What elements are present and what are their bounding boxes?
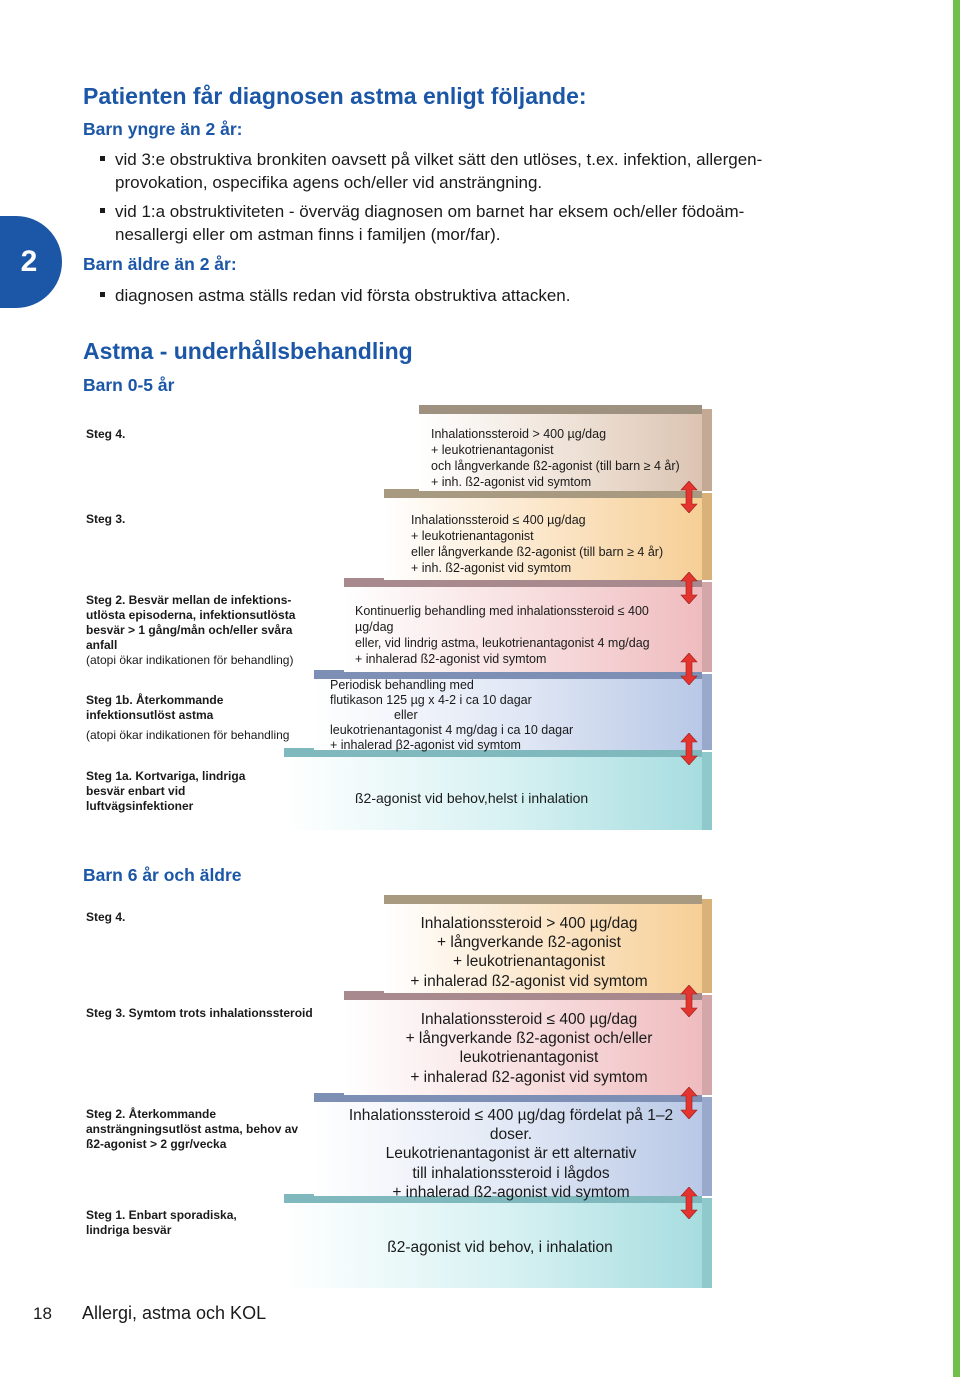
step-label: Steg 4.	[86, 427, 126, 441]
double-arrow-icon	[680, 1187, 698, 1219]
double-arrow-icon	[680, 1087, 698, 1119]
edge-color-bar	[953, 0, 960, 1377]
double-arrow-icon	[680, 733, 698, 765]
step-box-text: ß2-agonist vid behov,helst i inhalation	[355, 790, 589, 806]
step-label: Steg 1. Enbart sporadiska, lindriga besvär	[86, 1208, 237, 1237]
chapter-number: 2	[20, 245, 38, 278]
double-arrow-icon	[680, 653, 698, 685]
step-label: Steg 1a. Kortvariga, lindriga besvär enbart vid luftvägsinfektioner	[86, 769, 246, 813]
step-box-text: ß2-agonist vid behov, i inhalation	[387, 1239, 613, 1256]
footer-title: Allergi, astma och KOL	[82, 1303, 267, 1323]
bullet-item	[100, 284, 820, 307]
step-label: Steg 1b. Återkommande infektionsutlöst astma (atopi ökar indikationen för behandling	[86, 693, 290, 742]
step-label: Steg 2. Återkommande ansträngningsutlöst astma, behov av ß2-agonist > 2 ggr/vecka	[86, 1107, 299, 1151]
step-label: Steg 3.	[86, 512, 126, 526]
step-box-text: Inhalationssteroid ≤ 400 µg/dag + långverkande ß2-agonist och/eller leukotrienantagonist + inhalerad ß2-agonist vid symtom	[405, 1011, 653, 1086]
step-label: Steg 4.	[86, 910, 126, 924]
bullet-icon	[100, 208, 105, 213]
bullet-text: vid 1:a obstruktiviteten - överväg diagnosen om barnet har eksem och/eller födoäm-	[115, 202, 745, 221]
step-label: Steg 3. Symtom trots inhalationssteroid	[86, 1006, 313, 1020]
double-arrow-icon	[680, 481, 698, 513]
step-box-text: Inhalationssteroid ≤ 400 µg/dag fördelat på 1–2 doser. Leukotrienantagonist är ett alternativ till inhalationssteroid i lågdos + inhalerad ß2-agonist vid symtom	[348, 1107, 674, 1201]
page-number: 18	[33, 1304, 52, 1323]
bullet-text: diagnosen astma ställs redan vid första obstruktiva attacken.	[115, 286, 571, 305]
subheading-0-5: Barn 0-5 år	[83, 375, 175, 395]
subheading-over-2: Barn äldre än 2 år:	[83, 254, 237, 274]
bullet-text: nesallergi eller om astman finns i familjen (mor/far).	[115, 225, 501, 244]
bullet-icon	[100, 156, 105, 161]
double-arrow-icon	[680, 985, 698, 1017]
step-box-text: Inhalationssteroid ≤ 400 µg/dag + leukotrienantagonist eller långverkande ß2-agonist (till barn ≥ 4 år) + inh. ß2-agonist vid symtom	[411, 513, 664, 575]
section-title-diagnosis: Patienten får diagnosen astma enligt följande:	[83, 83, 587, 109]
section-title-maintenance: Astma - underhållsbehandling	[83, 338, 413, 364]
bullet-text: provokation, ospecifika agens och/eller vid ansträngning.	[115, 173, 543, 192]
step-box-text: Inhalationssteroid > 400 µg/dag + långverkande ß2-agonist + leukotrienantagonist + inhalerad ß2-agonist vid symtom	[410, 915, 648, 990]
step-label: Steg 2. Besvär mellan de infektions- utlösta episoderna, infektionsutlösta besvär > 1 gång/mån och/eller svåra anfall (atopi ökar indikationen för behandling)	[86, 593, 296, 667]
step-box-text: Inhalationssteroid > 400 µg/dag + leukotrienantagonist och långverkande ß2-agonist (till barn ≥ 4 år) + inh. ß2-agonist vid symtom	[431, 427, 680, 489]
chapter-tab	[0, 216, 62, 308]
bullet-text: vid 3:e obstruktiva bronkiten oavsett på vilket sätt den utlöses, t.ex. infektion, allergen-	[115, 150, 763, 169]
bullet-item	[100, 200, 820, 246]
step-box-text: Kontinuerlig behandling med inhalationssteroid ≤ 400 µg/dag eller, vid lindrig astma, leukotrienantagonist 4 mg/dag + inhalerad ß2-agonist vid symtom	[355, 604, 650, 666]
bullet-icon	[100, 292, 105, 297]
subheading-under-2: Barn yngre än 2 år:	[83, 119, 243, 139]
step-box-text: Periodisk behandling med flutikason 125 µg x 4-2 i ca 10 dagar eller leukotrienantagonist 4 mg/dag i ca 10 dagar + inhalerad β2-agonist vid symtom	[330, 678, 574, 752]
subheading-6-plus: Barn 6 år och äldre	[83, 865, 242, 885]
stair-step-1a	[284, 748, 702, 830]
double-arrow-icon	[680, 572, 698, 604]
bullet-item	[100, 148, 820, 194]
